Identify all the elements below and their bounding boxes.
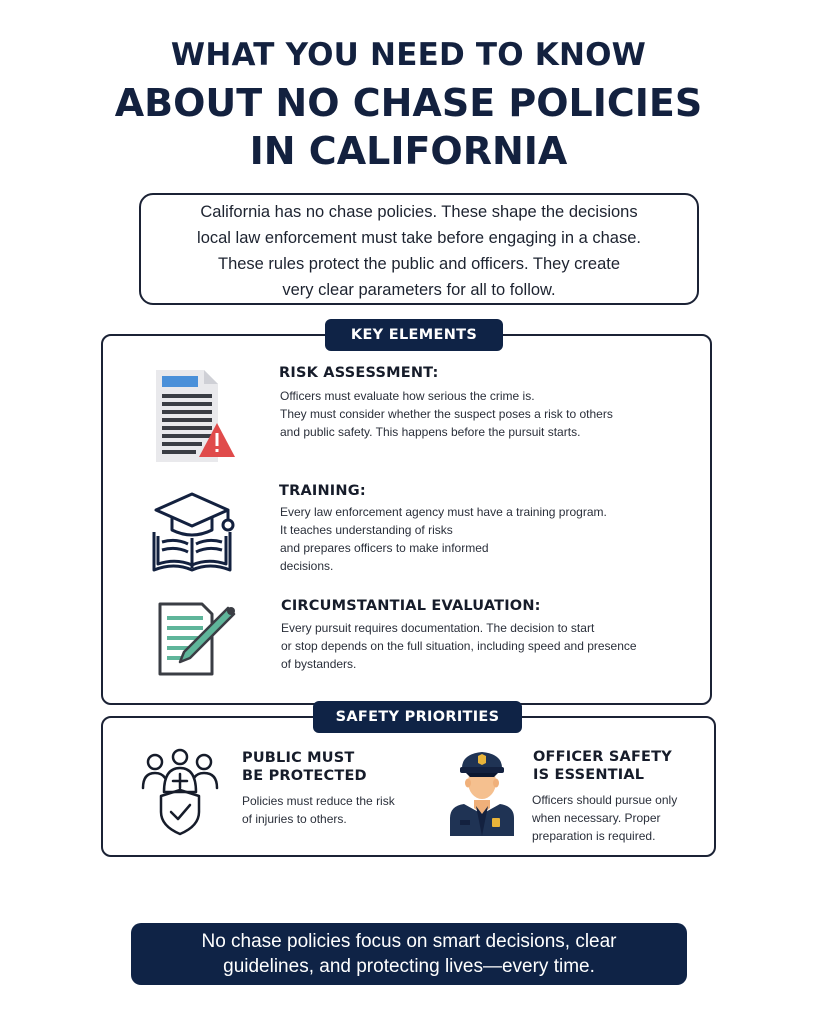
intro-line: local law enforcement must take before engaging in a chase. [197, 229, 641, 247]
risk-assessment-line: and public safety. This happens before the pursuit starts. [280, 425, 581, 439]
circumstantial-evaluation-line: of bystanders. [281, 657, 357, 671]
training-line: Every law enforcement agency must have a training program. [280, 505, 607, 519]
intro-line: very clear parameters for all to follow. [282, 281, 556, 299]
training-line: and prepares officers to make informed [280, 541, 489, 555]
public-protected-line: of injuries to others. [242, 812, 347, 826]
page-title-line-3: IN CALIFORNIA [249, 129, 568, 173]
footer-line: No chase policies focus on smart decisions, clear [201, 931, 617, 952]
intro-line: California has no chase policies. These shape the decisions [200, 203, 638, 221]
training-heading: TRAINING: [279, 483, 366, 499]
officer-safety-heading: IS ESSENTIAL [533, 767, 645, 783]
document-warning-icon [150, 366, 240, 466]
police-officer-icon [444, 748, 520, 836]
public-protected-heading: PUBLIC MUST [242, 750, 355, 766]
officer-safety-line: Officers should pursue only [532, 793, 678, 807]
safety-priorities-badge: SAFETY PRIORITIES [313, 701, 522, 733]
people-shield-icon [140, 748, 220, 838]
risk-assessment-line: They must consider whether the suspect poses a risk to others [280, 407, 613, 421]
public-protected-heading: BE PROTECTED [242, 768, 367, 784]
risk-assessment-line: Officers must evaluate how serious the crime is. [280, 389, 535, 403]
officer-safety-line: when necessary. Proper [532, 811, 661, 825]
public-protected-line: Policies must reduce the risk [242, 794, 395, 808]
circumstantial-evaluation-line: or stop depends on the full situation, including speed and presence [281, 639, 637, 653]
footer-banner [131, 923, 687, 985]
graduation-book-icon [150, 488, 240, 576]
key-elements-badge: KEY ELEMENTS [325, 319, 503, 351]
officer-safety-line: preparation is required. [532, 829, 656, 843]
training-line: It teaches understanding of risks [280, 523, 453, 537]
training-line: decisions. [280, 559, 334, 573]
circumstantial-evaluation-line: Every pursuit requires documentation. The decision to start [281, 621, 595, 635]
document-pencil-icon [154, 600, 238, 680]
officer-safety-heading: OFFICER SAFETY [533, 749, 672, 765]
page-title-line-2: ABOUT NO CHASE POLICIES [114, 81, 703, 125]
page-title-line-1: WHAT YOU NEED TO KNOW [170, 37, 647, 73]
risk-assessment-heading: RISK ASSESSMENT: [279, 365, 439, 381]
intro-line: These rules protect the public and officers. They create [217, 255, 621, 273]
footer-line: guidelines, and protecting lives—every time. [223, 956, 595, 977]
circumstantial-evaluation-heading: CIRCUMSTANTIAL EVALUATION: [281, 598, 541, 614]
intro-box [139, 193, 699, 305]
